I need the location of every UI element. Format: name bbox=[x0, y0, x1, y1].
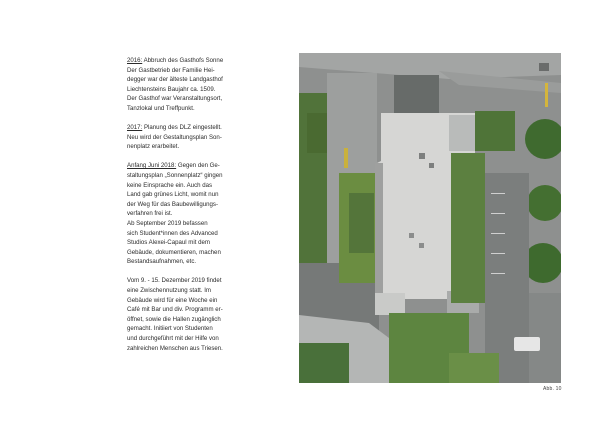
text-line: Gebäude, dokumentieren, machen bbox=[127, 248, 221, 256]
aerial-photo bbox=[299, 53, 561, 383]
text-line: keine Einsprache ein. Auch das bbox=[127, 181, 213, 189]
paragraph-2016 bbox=[127, 56, 295, 114]
line-text: Abbruch des Gasthofs Sonne bbox=[142, 57, 224, 64]
paragraph-2017 bbox=[127, 123, 295, 152]
text-line: Vom 9. - 15. Dezember 2019 findet bbox=[127, 277, 222, 285]
paragraph-2018 bbox=[127, 161, 295, 267]
text-line: der Weg für das Baubewilligungs- bbox=[127, 200, 219, 208]
text-line: nenplatz erarbeitet. bbox=[127, 143, 180, 151]
text-line: Studios Alexei-Capaul mit dem bbox=[127, 239, 210, 247]
text-line: Neu wird der Gestaltungsplan Son- bbox=[127, 133, 222, 141]
text-line bbox=[127, 161, 295, 171]
text-line: Gebäude wird für eine Woche ein bbox=[127, 296, 218, 304]
text-line: degger war der älteste Landgasthof bbox=[127, 76, 223, 84]
text-line: sich Student*innen des Advanced bbox=[127, 229, 218, 237]
text-line: gemacht. Initiiert von Studenten bbox=[127, 325, 213, 333]
text-line: öffnet, sowie die Hallen zugänglich bbox=[127, 315, 221, 323]
text-line: verfahren frei ist. bbox=[127, 210, 173, 218]
figure-caption: Abb. 10 bbox=[543, 386, 562, 392]
text-line: Der Gastbetrieb der Familie Hei- bbox=[127, 66, 215, 74]
paragraph-2019 bbox=[127, 276, 295, 353]
text-line: und durchgeführt mit der Hilfe von bbox=[127, 334, 219, 342]
line-text: Planung des DLZ eingestellt. bbox=[142, 124, 222, 132]
text-line: Ab September 2019 befassen bbox=[127, 219, 208, 227]
date-label: Anfang Juni 2018: bbox=[127, 162, 177, 170]
text-line: Tanzlokal und Treffpunkt. bbox=[127, 104, 195, 112]
text-line: Land gab grünes Licht, womit nun bbox=[127, 191, 219, 199]
year-label: 2017: bbox=[127, 124, 143, 132]
year-label: 2016: bbox=[127, 57, 143, 64]
aerial-photo-illustration bbox=[299, 53, 561, 383]
text-line: Der Gasthof war Veranstaltungsort, bbox=[127, 95, 223, 103]
text-line bbox=[127, 123, 295, 133]
text-line: Café mit Bar und div. Programm er- bbox=[127, 306, 223, 314]
text-line: staltungsplan „Sonnenplatz“ gingen bbox=[127, 171, 223, 179]
text-column bbox=[127, 56, 295, 363]
line-text: Gegen den Ge- bbox=[176, 162, 220, 170]
text-line bbox=[127, 56, 295, 66]
text-line: Bestandsaufnahmen, etc. bbox=[127, 258, 197, 266]
text-line: Liechtensteins Baujahr ca. 1509. bbox=[127, 85, 216, 93]
text-line: zahlreichen Menschen aus Triesen. bbox=[127, 344, 223, 352]
text-line: eine Zwischennutzung statt. Im bbox=[127, 286, 212, 294]
